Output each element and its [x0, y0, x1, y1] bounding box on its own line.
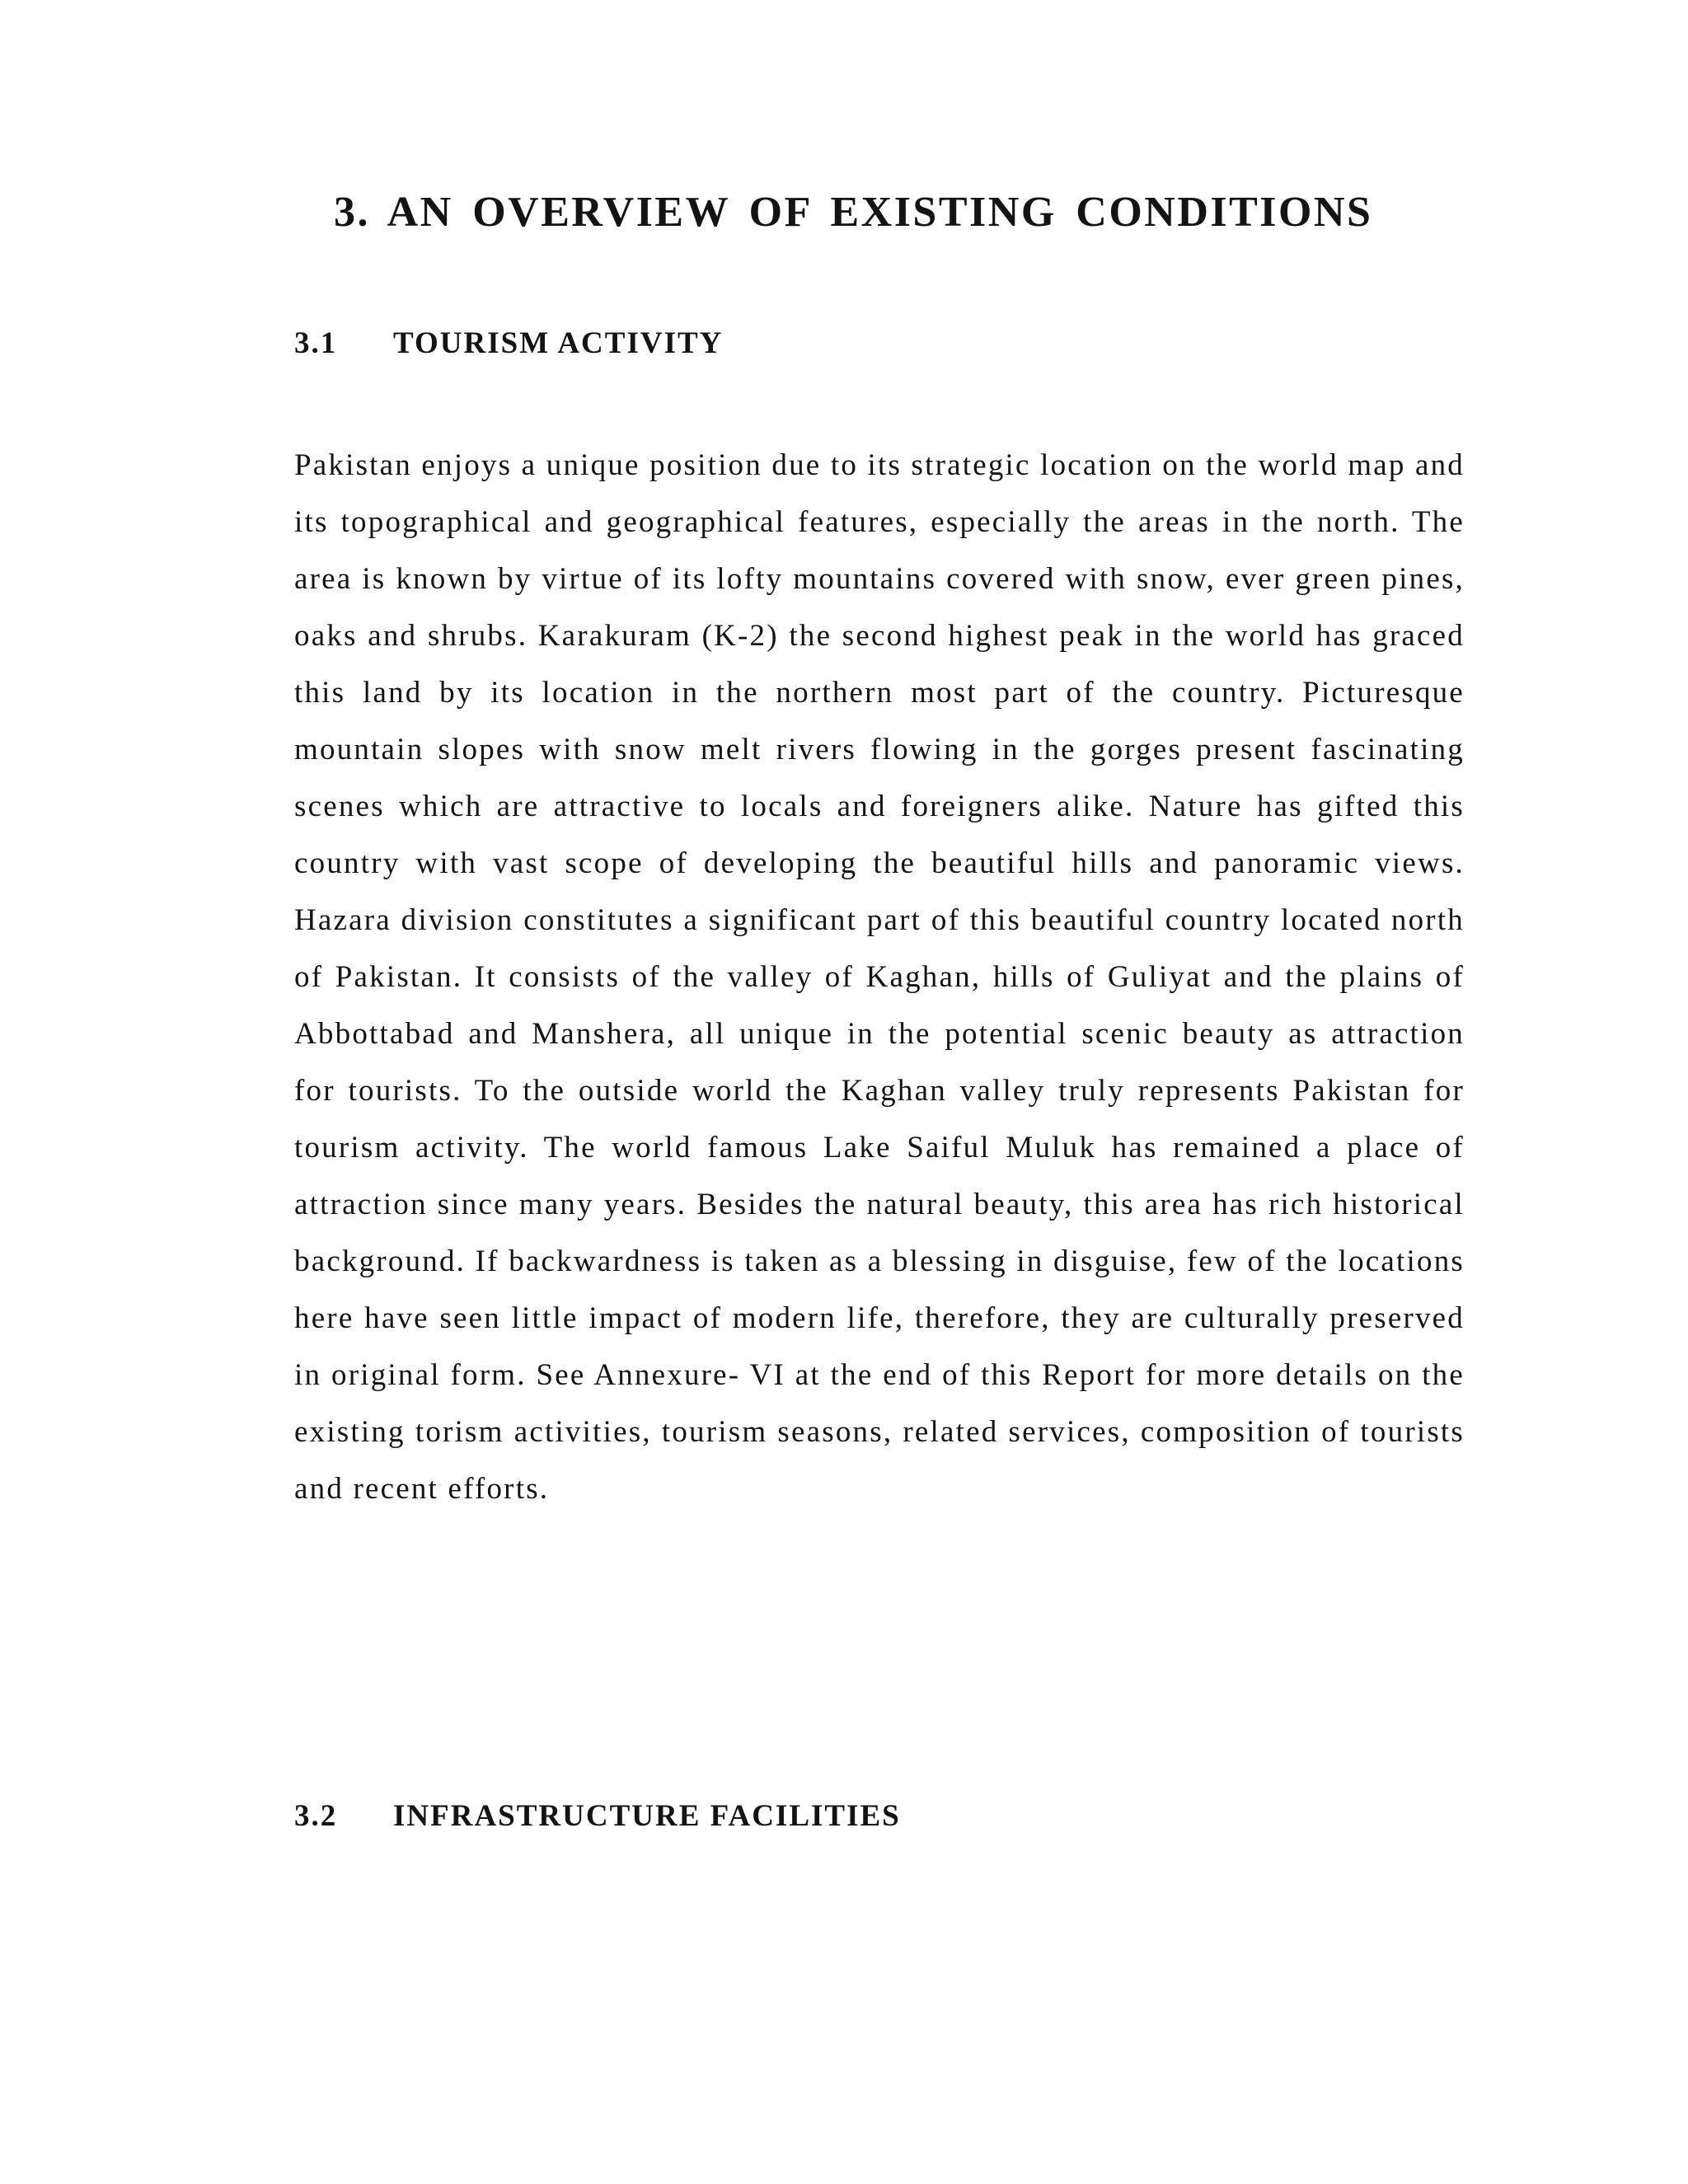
section-number: 3.2 [294, 1799, 338, 1833]
section-heading-tourism-activity [294, 328, 723, 359]
section-number: 3.1 [294, 326, 338, 360]
section-title: TOURISM ACTIVITY [393, 326, 724, 360]
section-title: INFRASTRUCTURE FACILITIES [393, 1799, 901, 1833]
tourism-activity-paragraph: Pakistan enjoys a unique position due to its strategic location on the world map and its topographical and geographical features, especially the areas in the north. The area is known by virtue of its lofty mountains covered with snow, ever green pines, oaks and shrubs. Karakuram (K-2) the second highest peak in the world has graced this land by its location in the northern most part of the country. Picturesque mountain slopes with snow melt rivers flowing in the gorges present fascinating scenes which are attractive to locals and foreigners alike. Nature has gifted this country with vast scope of developing the beautiful hills and panoramic views. Hazara division constitutes a significant part of this beautiful country located north of Pakistan. It consists of the valley of Kaghan, hills of Guliyat and the plains of Abbottabad and Manshera, all unique in the potential scenic beauty as attraction for tourists. To the outside world the Kaghan valley truly represents Pakistan for tourism activity. The world famous Lake Saiful Muluk has remained a place of attraction since many years. Besides the natural beauty, this area has rich historical background. If backwardness is taken as a blessing in disguise, few of the locations here have seen little impact of modern life, therefore, they are culturally preserved in original form. See Annexure- VI at the end of this Report for more details on the existing torism activities, tourism seasons, related services, composition of tourists and recent efforts. [294, 448, 1465, 1506]
chapter-title: 3. AN OVERVIEW OF EXISTING CONDITIONS [334, 189, 1373, 236]
section-heading-infrastructure-facilities [294, 1801, 901, 1831]
